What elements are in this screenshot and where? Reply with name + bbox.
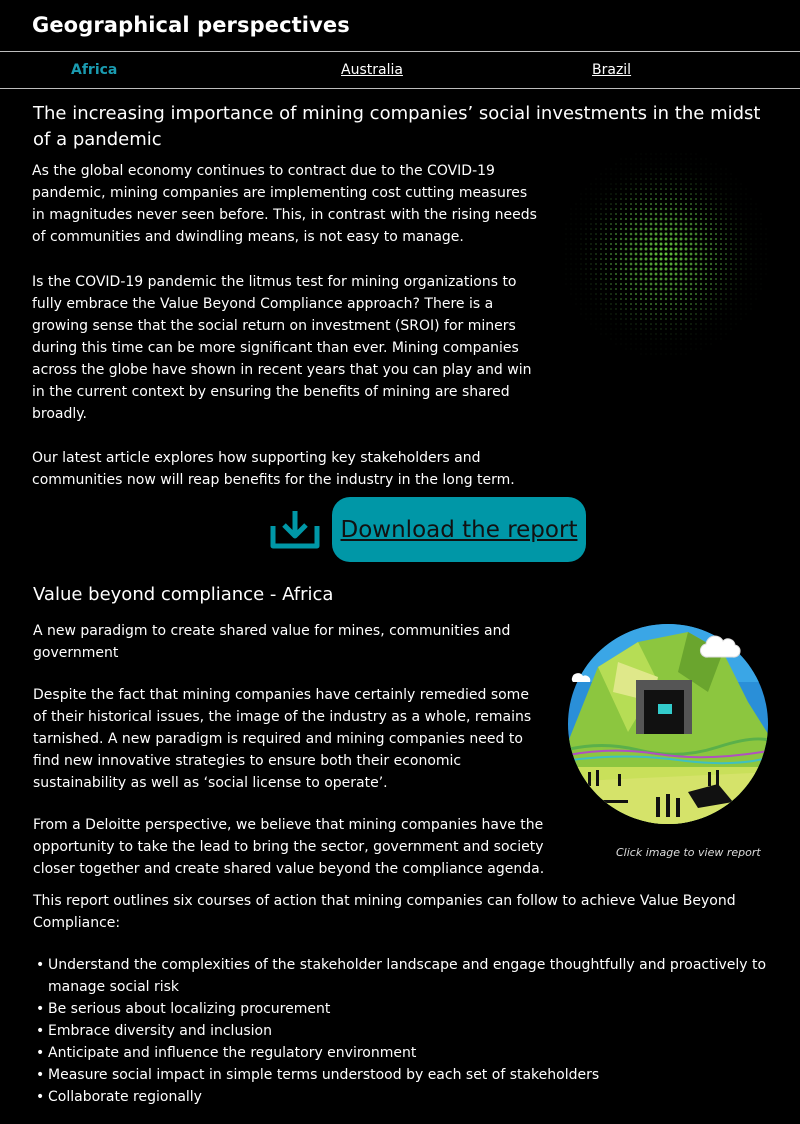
actions-list [33,954,773,1108]
deloitte-perspective-paragraph: From a Deloitte perspective, we believe that mining companies have the opportunity to take the lead to bring the sector, government and society closer together and create shared value beyond the compliance agenda. [33,817,545,877]
dotted-globe-graphic [558,146,772,360]
region-tabs [0,53,800,89]
list-item: • Embrace diversity and inclusion [33,1020,773,1042]
list-item: • Understand the complexities of the stakeholder landscape and engage thoughtfully and proactively to manage social risk [33,954,773,998]
tab-australia[interactable]: Australia [341,62,403,78]
list-item: • Be serious about localizing procurement [33,998,773,1020]
image-caption: Click image to view report [616,846,761,859]
tab-brazil[interactable]: Brazil [592,62,632,78]
page-title: Geographical perspectives [32,13,350,37]
tab-africa[interactable]: Africa [71,62,118,78]
section-title-pandemic: The increasing importance of mining companies’ social investments in the midst of a pandemic [33,103,761,150]
article-paragraph: Our latest article explores how supporting key stakeholders and communities now will reap benefits for the industry in the long term. [32,450,515,488]
mining-report-illustration[interactable] [558,622,774,826]
download-icon[interactable] [270,508,320,550]
section-title-africa: Value beyond compliance - Africa [33,584,334,605]
download-report-button[interactable]: Download the report [332,497,586,562]
outline-paragraph: This report outlines six courses of action that mining companies can follow to achieve Value Beyond Compliance: [33,893,736,931]
paradigm-paragraph: A new paradigm to create shared value for mines, communities and government [33,623,511,661]
list-item: • Anticipate and influence the regulatory environment [33,1042,773,1064]
intro-paragraph: As the global economy continues to contract due to the COVID-19 pandemic, mining companies are implementing cost cutting measures in magnitudes never seen before. This, in contrast with the rising needs of communities and dwindling means, is not easy to manage. [32,163,537,245]
litmus-test-paragraph: Is the COVID-19 pandemic the litmus test for mining organizations to fully embrace the Value Beyond Compliance approach? There is a growing sense that the social return on investment (SROI) for miners during this time can be more significant than ever. Mining companies across the globe have shown in recent years that you can play and win in the current context by ensuring the benefits of mining are shared broadly. [32,274,532,422]
page-header [0,0,800,52]
historical-issues-paragraph: Despite the fact that mining companies have certainly remedied some of their historical issues, the image of the industry as a whole, remains tarnished. A new paradigm is required and mining companies need to find new innovative strategies to ensure both their economic sustainability as well as ‘social license to operate’. [33,687,532,791]
list-item: • Measure social impact in simple terms understood by each set of stakeholders [33,1064,773,1086]
list-item: • Collaborate regionally [33,1086,773,1108]
